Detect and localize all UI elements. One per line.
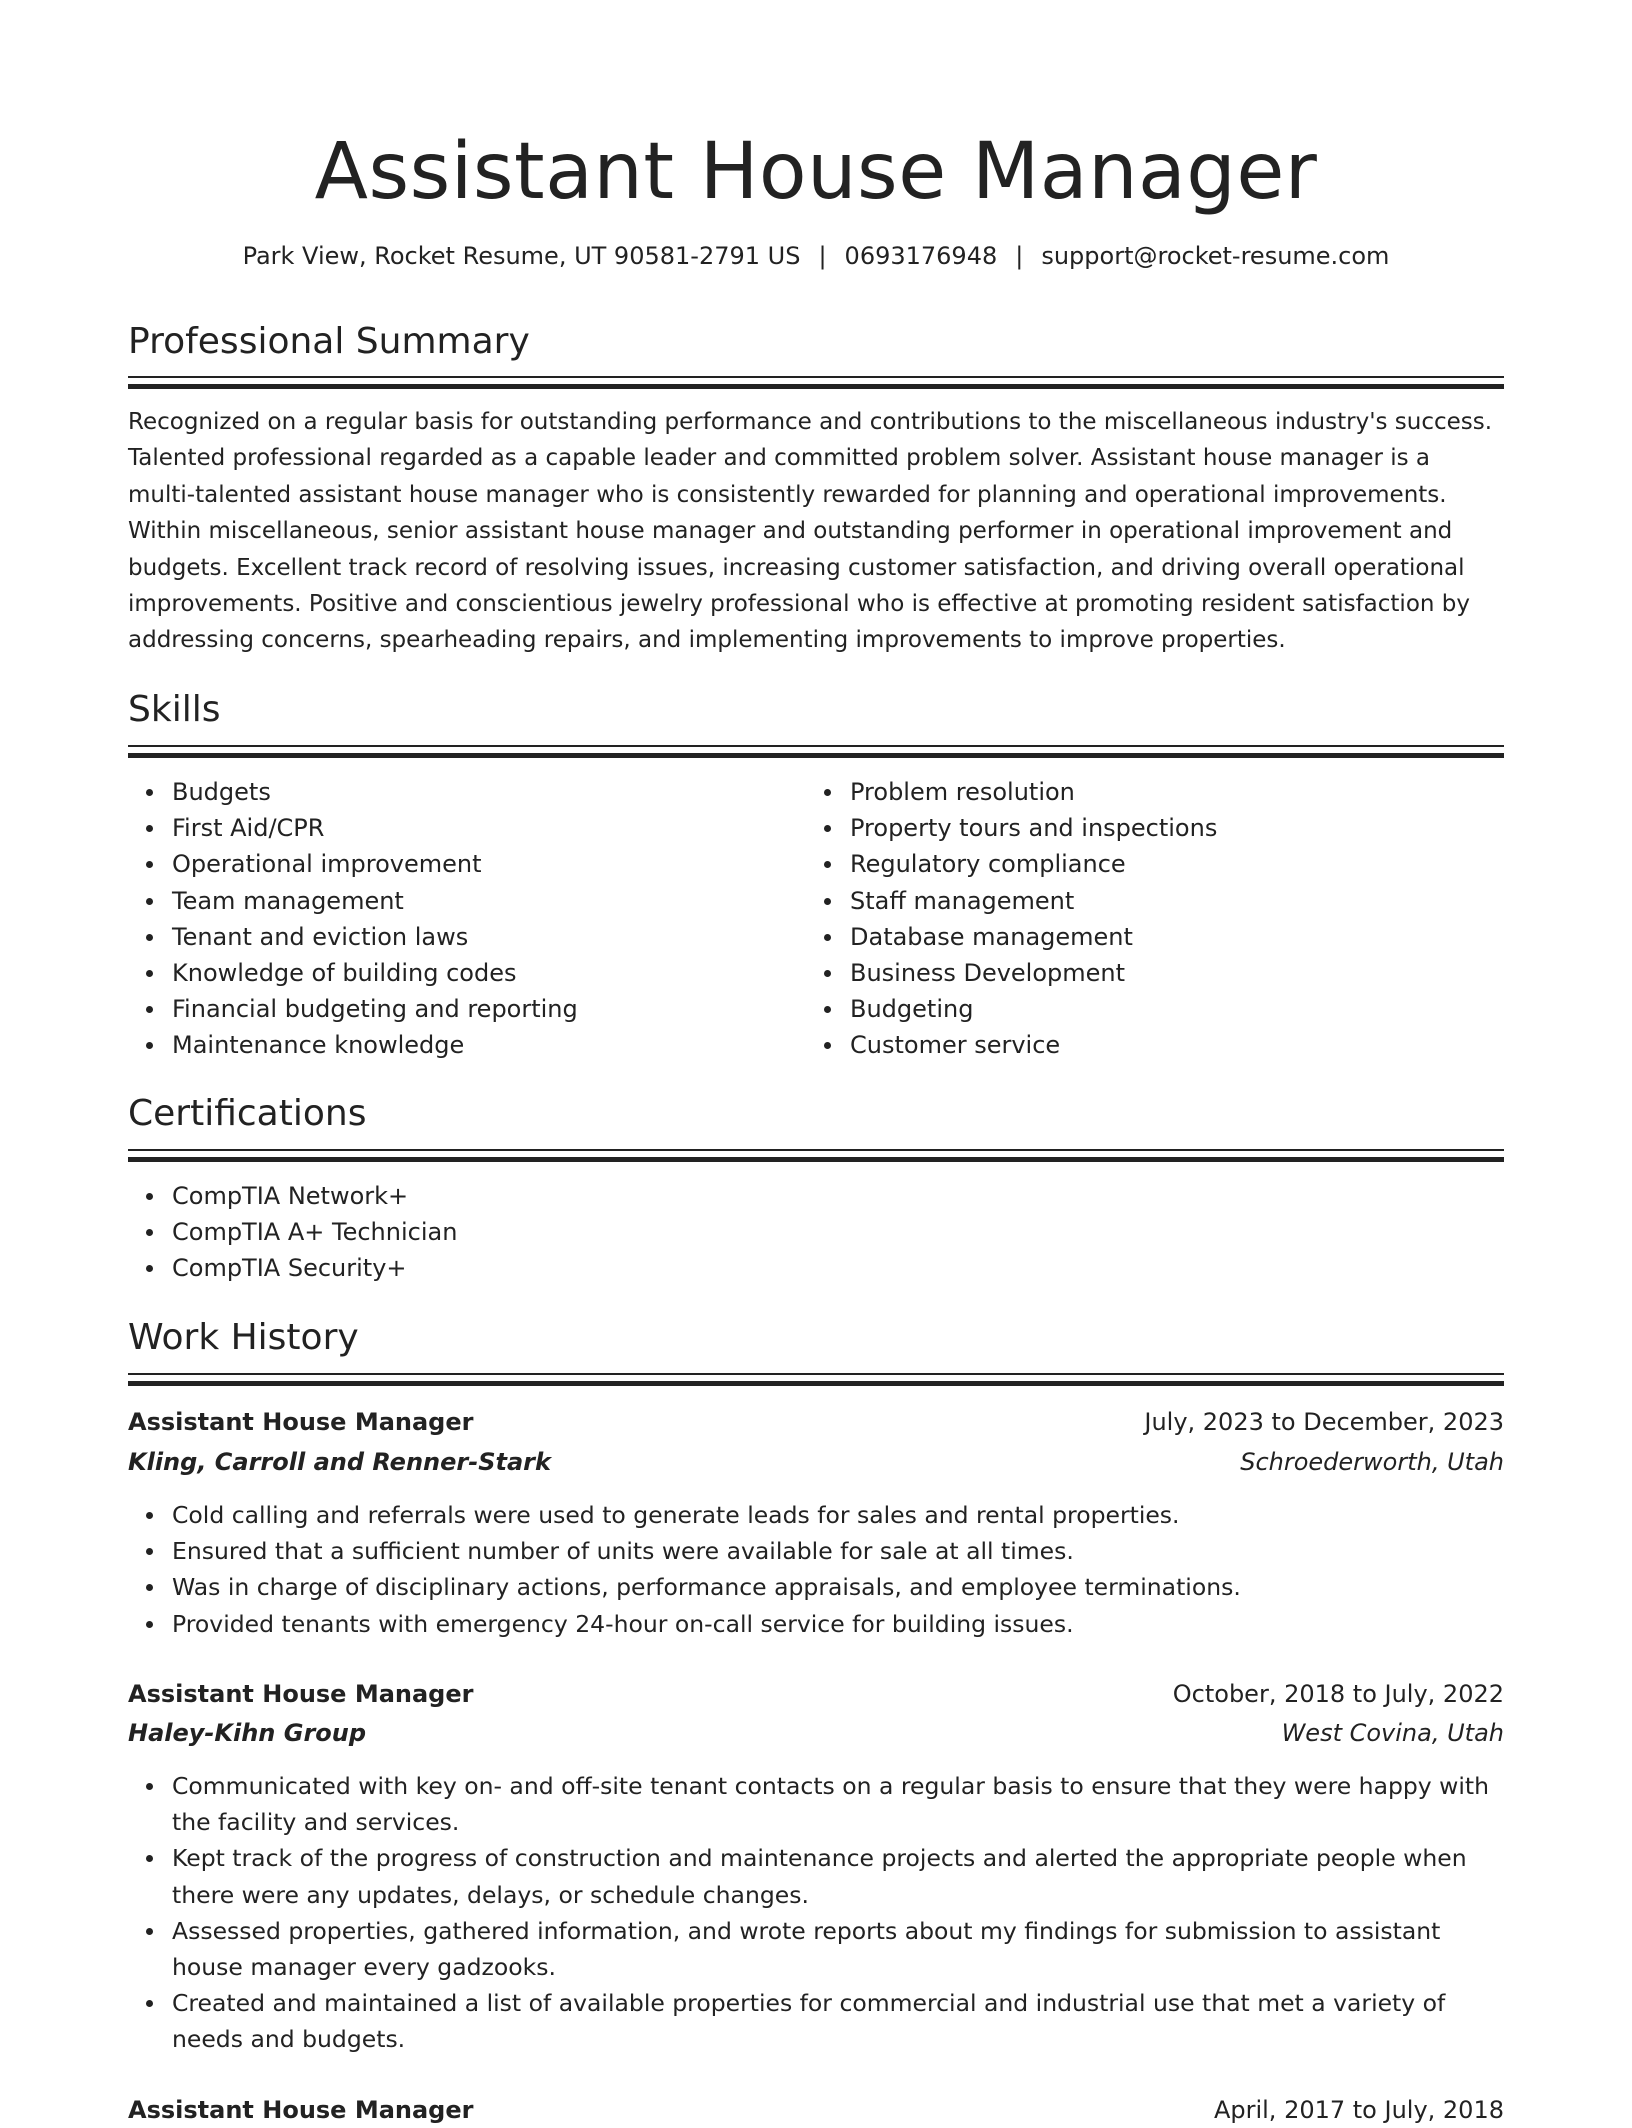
resume-name: Assistant House Manager <box>314 127 1318 217</box>
skill-item: Financial budgeting and reporting <box>172 991 812 1027</box>
skill-item: First Aid/CPR <box>172 810 812 846</box>
summary-divider <box>128 376 1504 388</box>
certification-item: CompTIA A+ Technician <box>172 1214 1072 1250</box>
job-title: Assistant House Manager <box>128 2096 474 2124</box>
contact-separator: | <box>818 242 827 270</box>
contact-line <box>128 236 1504 276</box>
job-bullet: Communicated with key on- and off-site tenant contacts on a regular basis to ensure that they were happy with the facility and services. <box>172 1768 1504 1840</box>
contact-phone: 0693176948 <box>844 242 998 270</box>
skills-list-right <box>806 774 1490 1064</box>
skill-item: Budgeting <box>850 991 1490 1027</box>
skill-item: Database management <box>850 919 1490 955</box>
job-bullets <box>128 1768 1504 2058</box>
job-dates: October, 2018 to July, 2022 <box>1172 1680 1504 1708</box>
skill-item: Property tours and inspections <box>850 810 1490 846</box>
skill-item: Knowledge of building codes <box>172 955 812 991</box>
job-dates: July, 2023 to December, 2023 <box>1144 1408 1504 1436</box>
skill-item: Tenant and eviction laws <box>172 919 812 955</box>
contact-address: Park View, Rocket Resume, UT 90581-2791 US <box>242 242 801 270</box>
certifications-divider <box>128 1149 1504 1161</box>
job-location: Schroederworth, Utah <box>1240 1448 1504 1476</box>
job-company: Kling, Carroll and Renner-Stark <box>128 1448 551 1476</box>
contact-separator: | <box>1015 242 1024 270</box>
skills-heading: Skills <box>128 689 221 730</box>
job-location: West Covina, Utah <box>1281 1719 1504 1747</box>
work-divider <box>128 1373 1504 1385</box>
job-dates: April, 2017 to July, 2018 <box>1213 2096 1504 2124</box>
work-heading: Work History <box>128 1317 359 1358</box>
skills-list-left <box>128 774 812 1064</box>
summary-heading: Professional Summary <box>128 321 530 362</box>
job-bullet: Was in charge of disciplinary actions, performance appraisals, and employee terminations. <box>172 1569 1504 1605</box>
skill-item: Maintenance knowledge <box>172 1027 812 1063</box>
job-title: Assistant House Manager <box>128 1680 474 1708</box>
contact-email: support@rocket-resume.com <box>1041 242 1390 270</box>
job-bullet: Assessed properties, gathered information, and wrote reports about my findings for submission to assistant house manager every gadzooks. <box>172 1913 1504 1985</box>
skill-item: Staff management <box>850 883 1490 919</box>
job-title: Assistant House Manager <box>128 1408 474 1436</box>
job-bullet: Created and maintained a list of available properties for commercial and industrial use that met a variety of needs and budgets. <box>172 1985 1504 2057</box>
skill-item: Problem resolution <box>850 774 1490 810</box>
job-bullet: Cold calling and referrals were used to generate leads for sales and rental properties. <box>172 1497 1504 1533</box>
job-bullet: Kept track of the progress of construction and maintenance projects and alerted the appropriate people when there were any updates, delays, or schedule changes. <box>172 1840 1504 1912</box>
job-bullet: Provided tenants with emergency 24-hour on-call service for building issues. <box>172 1606 1504 1642</box>
summary-text: Recognized on a regular basis for outstanding performance and contributions to the miscellaneous industry's success. Talented professional regarded as a capable leader and committed problem solver. Assistant house manager is a multi-talented assistant house manager who is consistently rewarded for planning and operational improvements. Within miscellaneous, senior assistant house manager and outstanding performer in operational improvement and budgets. Excellent track record of resolving issues, increasing customer satisfaction, and driving overall operational improvements. Positive and conscientious jewelry professional who is effective at promoting resident satisfaction by addressing concerns, spearheading repairs, and implementing improvements to improve properties. <box>128 409 1493 654</box>
skill-item: Regulatory compliance <box>850 846 1490 882</box>
certifications-heading: Certifications <box>128 1093 367 1134</box>
certifications-list <box>128 1178 1072 1287</box>
job-company: Haley-Kihn Group <box>128 1719 367 1747</box>
certification-item: CompTIA Security+ <box>172 1250 1072 1286</box>
skill-item: Customer service <box>850 1027 1490 1063</box>
skill-item: Operational improvement <box>172 846 812 882</box>
skill-item: Team management <box>172 883 812 919</box>
job-bullets <box>128 1497 1504 1642</box>
certification-item: CompTIA Network+ <box>172 1178 1072 1214</box>
job-bullet: Ensured that a sufficient number of units were available for sale at all times. <box>172 1533 1504 1569</box>
skill-item: Business Development <box>850 955 1490 991</box>
skill-item: Budgets <box>172 774 812 810</box>
skills-divider <box>128 745 1504 757</box>
